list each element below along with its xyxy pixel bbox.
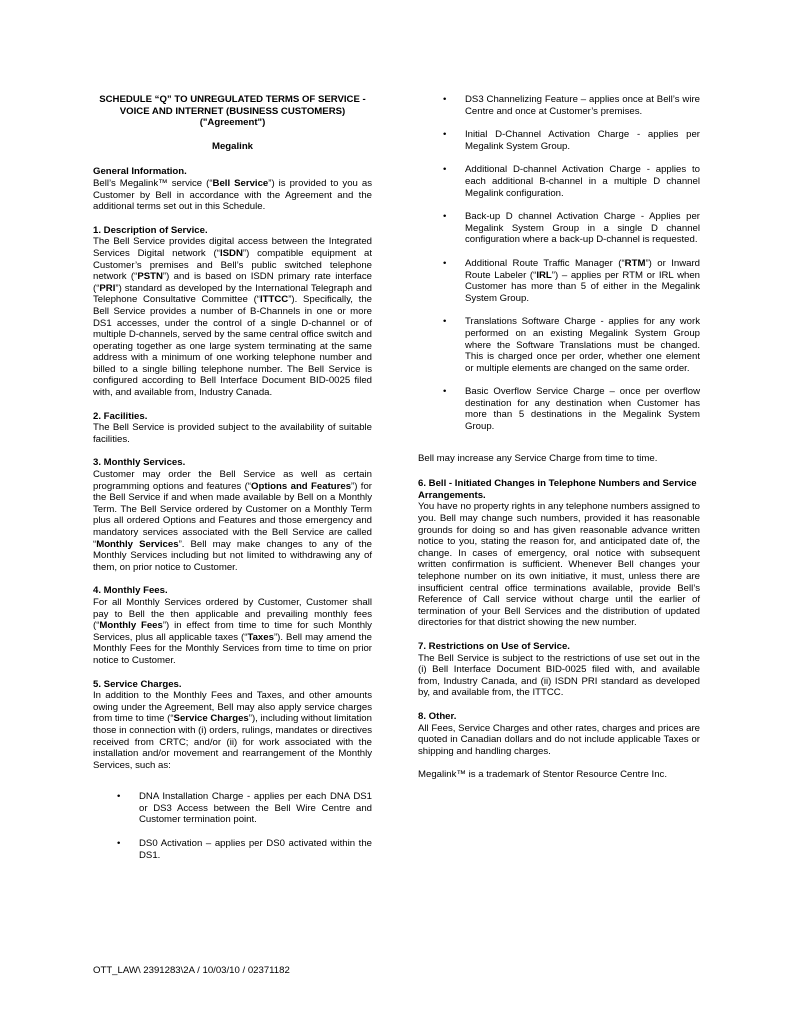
section-text: You have no property rights in any telephone numbers assigned to you. Bell may change such numbers, provided it has reasonable grounds for doing so and has given reasonable advance written notice to you, stating the reason for, and anticipated date of, the change. In cases of emergency, oral notice with subsequent written confirmation is sufficient. Whenever Bell changes your telephone number on its own initiative, it must, unless there are insufficient central office terminations available, provide Bell’s Reference of Call service without charge until the earlier of termination of your Bell Services and the distribution of updated directories for that district showing the new number. [418, 501, 700, 629]
section-text: The Bell Service is subject to the restrictions of use set out in the (i) Bell Interface Document BID-0025 filed with, and available from, Industry Canada, and (ii) ISDN PRI standard as developed by, and available from, the ITTCC. [418, 652, 700, 699]
section-monthly-services [93, 457, 372, 573]
section-text: Customer may order the Bell Service as well as certain programming options and features (“Options and Features”) for the Bell Service if and when made available by Bell on a Monthly Term. The Bell Service ordered by Customer on a Monthly Term plus all ordered Options and Features and those emergency and mandatory services associated with the Bell Service are called “Monthly Services”. Bell may make changes to any of the Monthly Services including but not limited to withdrawing any of them, on prior notice to Customer. [93, 469, 372, 573]
section-general [93, 166, 372, 212]
bullet-icon: • [443, 164, 447, 176]
list-item: • DS0 Activation – applies per DS0 activated within the DS1. [117, 838, 372, 861]
section-heading: 3. Monthly Services. [93, 457, 186, 469]
section-text: In addition to the Monthly Fees and Taxes, and other amounts owing under the Agreement, Bell may also apply service charges from time to time (“Service Charges”), including without limitation those in connection with (i) orders, rulings, mandates or directives received from CRTC; and/or (ii) for work associated with the installation and/or movement and rearrangement of the Monthly Services, such as: [93, 690, 372, 771]
right-column [418, 94, 700, 793]
schedule-subtitle: Megalink [211, 140, 254, 152]
bullet-icon: • [443, 211, 447, 223]
service-charge-note [418, 453, 700, 465]
section-number-changes [418, 478, 700, 629]
section-other [418, 711, 700, 757]
section-heading: 6. Bell - Initiated Changes in Telephone Numbers and Service Arrangements. [418, 478, 697, 501]
section-heading: 8. Other. [418, 710, 457, 722]
schedule-title: SCHEDULE “Q” TO UNREGULATED TERMS OF SERVICE - VOICE AND INTERNET (BUSINESS CUSTOMERS) ("Agreement") [99, 94, 366, 129]
section-service-charges [93, 679, 372, 862]
document-footer: OTT_LAW\ 2391283\2A / 10/03/10 / 02371182 [93, 965, 290, 976]
list-item: • Additional D-channel Activation Charge - applies to each additional B-channel in a multiple D channel Megalink configuration. [443, 164, 700, 199]
bullet-icon: • [443, 316, 447, 328]
section-heading: 4. Monthly Fees. [93, 585, 168, 597]
list-item: • Additional Route Traffic Manager (“RTM”) or Inward Route Labeler (“IRL”) – applies per RTM or IRL when Customer has more than 5 of either in the Megalink System Group. [443, 257, 701, 304]
section-heading: General Information. [93, 166, 187, 178]
section-heading: 2. Facilities. [93, 410, 148, 422]
section-heading: 5. Service Charges. [93, 678, 182, 690]
list-item: • DNA Installation Charge - applies per each DNA DS1 or DS3 Access between the Bell Wire Centre and Customer termination point. [117, 791, 372, 826]
section-heading: 1. Description of Service. [93, 224, 208, 236]
section-description [93, 225, 372, 399]
section-text: Bell’s Megalink™ service (“Bell Service”) is provided to you as Customer by Bell in accordance with the Agreement and the additional terms set out in this Schedule. [93, 177, 373, 213]
left-column [93, 94, 372, 873]
bullet-icon: • [117, 791, 121, 803]
section-text: All Fees, Service Charges and other rates, charges and prices are quoted in Canadian dollars and do not include applicable Taxes or shipping and handling charges. [418, 722, 700, 757]
section-heading: 7. Restrictions on Use of Service. [418, 640, 570, 652]
section-restrictions [418, 641, 700, 699]
list-item: • DS3 Channelizing Feature – applies once at Bell’s wire Centre and once at Customer’s premises. [443, 94, 700, 117]
section-monthly-fees [93, 585, 372, 666]
charge-list-continued [418, 94, 700, 433]
bullet-icon: • [443, 257, 447, 269]
list-item: • Initial D-Channel Activation Charge - applies per Megalink System Group. [443, 129, 700, 152]
trademark-note [418, 769, 700, 781]
bullet-icon: • [443, 129, 447, 141]
section-text: Bell may increase any Service Charge from time to time. [418, 452, 658, 464]
list-item: • Back-up D channel Activation Charge - Applies per Megalink System Group in a single D channel configuration where a back-up D-channel is requested. [443, 211, 700, 246]
section-text: The Bell Service provides digital access between the Integrated Services Digital network (“ISDN”) compatible equipment at Customer’s premises and Bell’s public switched telephone network (“PSTN”) and is based on ISDN primary rate interface (“PRI”) standard as developed by the International Telegraph and Telephone Consultative Committee (“ITTCC”). Specifically, the Bell Service provides a number of B-Channels in one or more DS1 accesses, under the control of a single D-channel or of multiple D-channels, served by the same central office switch and operating together as one large system terminating at the same address with a minimum of one working telephone number and billed to a single billing telephone number. The Bell Service is configured according to Bell Interface Document BID-0025 filed with, and available from, Industry Canada. [93, 236, 372, 399]
section-text: The Bell Service is provided subject to the availability of suitable facilities. [93, 422, 372, 445]
bullet-icon: • [443, 386, 447, 398]
bullet-icon: • [443, 94, 447, 105]
trademark-text: Megalink™ is a trademark of Stentor Resource Centre Inc. [418, 769, 668, 781]
charge-list [93, 791, 372, 861]
section-text: For all Monthly Services ordered by Customer, Customer shall pay to Bell the then applicable and prevailing monthly fees (“Monthly Fees”) in effect from time to time for such Monthly Services, plus all applicable taxes (“Taxes”). Bell may amend the Monthly Fees for the Monthly Services from time to time on prior notice to Customer. [93, 596, 372, 666]
list-item: • Basic Overflow Service Charge – once per overflow destination for any destination when Customer has more than 5 destinations in the Megalink System Group. [443, 386, 700, 433]
section-facilities [93, 411, 372, 446]
list-item: • Translations Software Charge - applies for any work performed on an existing Megalink System Group where the Software Translations must be changed. This is charged once per order, whether one element or multiple elements are changed on the same order. [443, 316, 700, 374]
bullet-icon: • [117, 838, 121, 850]
